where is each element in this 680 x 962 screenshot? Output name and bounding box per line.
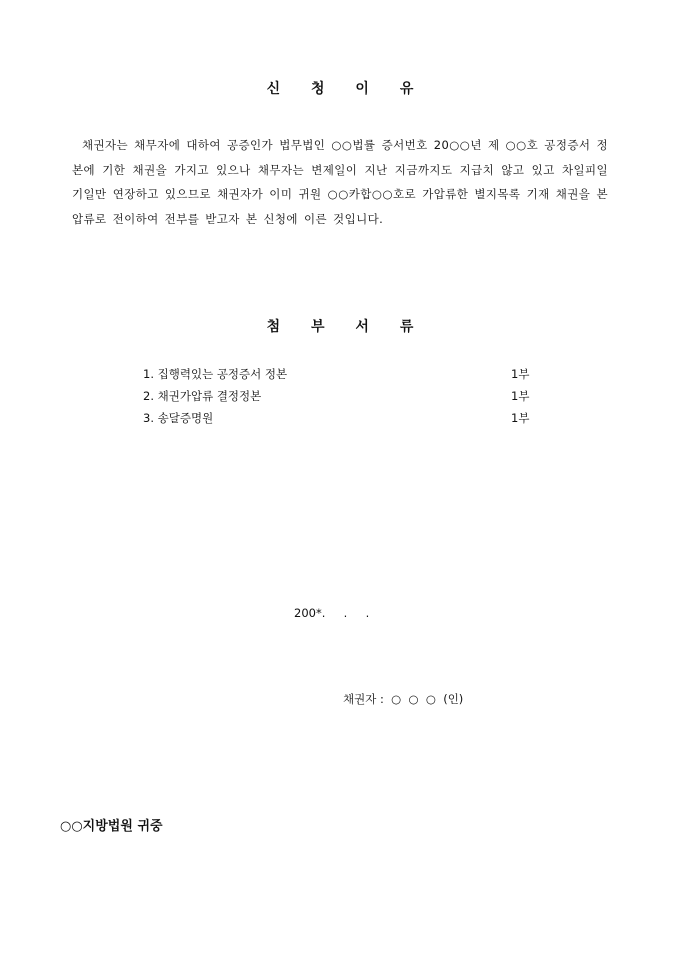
section-title-attachments: 첨 부 서 류: [266, 319, 427, 335]
date-line: 200*. . .: [294, 606, 370, 620]
attachment-item-name: 2. 채권가압류 결정정본: [143, 389, 262, 403]
attachment-item: [143, 385, 533, 407]
attachment-item-qty: 1부: [511, 411, 530, 425]
reason-paragraph-text: 채권자는 채무자에 대하여 공증인가 법무법인 ○○법률 증서번호 20○○년 제 ○○호 공정증서 정본에 기한 채권을 가지고 있으나 채무자는 변제일이 지난 지금까지도 지급치 않고 있고 차일피일 기일만 연장하고 있으므로 채권자가 이미 귀원 ○○카합○○호로 가압류한 별지목록 기재 채권을 본압류로 전이하여 전부를 받고자 본 신청에 이른 것입니다.: [72, 138, 608, 226]
creditor-signature-line: 채권자 : ○ ○ ○ (인): [343, 692, 464, 706]
reason-paragraph: [72, 133, 608, 231]
attachment-item: [143, 363, 533, 385]
attachment-item-qty: 1부: [511, 389, 530, 403]
section-title-reason: 신 청 이 유: [266, 81, 427, 97]
attachment-item-qty: 1부: [511, 367, 530, 381]
attachment-item-name: 3. 송달증명원: [143, 411, 214, 425]
attachment-item: [143, 407, 533, 429]
attachment-list: [143, 363, 533, 429]
attachment-item-name: 1. 집행력있는 공정증서 정본: [143, 367, 288, 381]
court-addressee: ○○지방법원 귀중: [60, 819, 163, 834]
